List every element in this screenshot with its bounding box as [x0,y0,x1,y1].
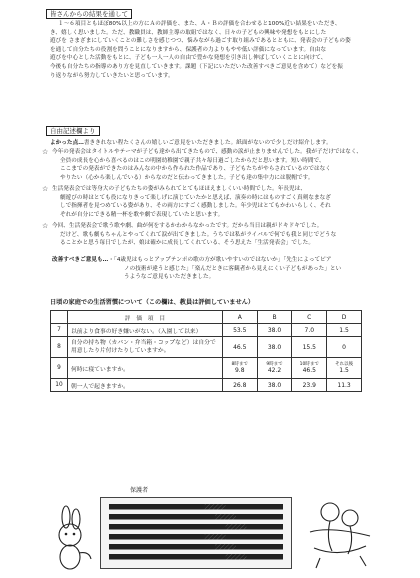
star-icon: ☆ [42,148,49,156]
chart-bar [109,514,283,520]
chart-bar [109,534,283,540]
row-number: 8 [51,337,68,358]
star-icon: ☆ [42,185,49,193]
row-value-c [292,358,327,379]
chart-bar-segment [205,534,226,540]
row-value-a: 46.5 [222,337,257,358]
comment-line: しで指揮者を見つめている姿があり、その両方にすごく感動しました。年少児はとてもかわいらしく、それ [60,203,331,210]
chart-bar-segment [226,554,247,560]
comment-item [52,222,382,248]
section-results-title: 皆さんからの結果を通して [46,9,132,19]
row-item: 何時に寝ていますか。 [67,358,222,379]
row-value-a [222,358,257,379]
chart-bar-segment [215,544,236,550]
table-header-no [51,311,68,324]
comment-line: 全員の成長を心から喜べるのはこの明園幼稚園で親子共々毎日過ごしたからだと思います。短い時間で、 [60,157,325,164]
row-number: 10 [51,379,68,392]
section-comments-title: 自由記述欄より [46,126,100,136]
parent-evaluation-chart [100,497,292,569]
table-header-b: B [257,311,292,324]
row-value: 42.2 [267,367,282,374]
improvement-line: うようなご意見もいただきました。 [124,274,215,281]
row-item: 以前より食事の好き嫌いがない。（入園して以来） [67,324,222,337]
row-value-d: 0 [327,337,362,358]
comment-line: 今回、生活発表会で歌う歌や劇、曲が何をするかわからなかったです。だから当日は親がドキドキでした。 [52,223,323,229]
results-line: 遊びを中心とした活動をもとに、子ども一人一人の自由で豊かな発想を引き出し伸ばしていくことに向けて、 [50,55,327,62]
row-value-b: 38.0 [257,379,292,392]
comment-line: ここまでの発表ができたのはみんなの中から作られた作品であり、子どもたちがやらされているのではなく [60,166,331,173]
row-value-d: 11.3 [327,379,362,392]
table-header-a: A [222,311,257,324]
improvement-block [52,256,382,282]
row-value-a: 53.5 [222,324,257,337]
chart-bar [109,504,283,510]
row-value-c: 7.0 [292,324,327,337]
row-value-c: 15.5 [292,337,327,358]
comment-line: 劇遊びの時はとても役になりきって楽しげに演じていたかと思えば、演奏の時にはものすごく真剣なまなざ [60,194,331,201]
table-row [51,358,362,379]
section-results-body [50,20,380,80]
table-row [51,324,362,337]
row-item: 自分の持ち物（カバン・弁当箱・コップなど）は自分で用意したり片付けたりしていますか。 [67,337,222,358]
results-line: き、嬉しく思いました。ただ、教職員は、教師主導の取組ではなく、日々の子どもの興味や発想をもとにした [50,29,327,36]
survey-title: 日頃の家庭での生活習慣について（この欄は、教員は評価していません） [50,299,350,307]
row-value-b: 38.0 [257,337,292,358]
table-header-row [51,311,362,324]
star-icon: ☆ [42,222,49,230]
row-value: 1.5 [339,367,349,374]
improvement-label: 改善すべきご意見も… [52,257,109,263]
table-row [51,337,362,358]
survey-table [50,310,362,392]
comment-line: やりたい（心から楽しんでいる）からなのだと伝わってきました。子ども達の集中力には脱帽です。 [60,174,314,181]
results-line: 今後も自分たちの指導のあり方を見直していきます。課題（下記にいただいた改善すべきご意見を含めて）などを振 [50,63,343,70]
table-header-c: C [292,311,327,324]
comment-item [52,185,382,219]
comment-line: だけど、歌も劇もちゃんとやってくれて涙が出てきました。うちでは私がライバルで何でも我と同じでどうな [60,231,337,238]
row-number: 9 [51,358,68,379]
results-line: り返りながら努力していきたいと思っています。 [50,72,174,79]
chart-caption: 保護者 [130,487,149,494]
chart-bar-segment [205,504,226,510]
comment-line: 生活発表会では等身大の子どもたちの姿がみられてとてもほほえましくいい時間でした。年長児は、 [52,186,306,192]
results-line: を通して自分たちの役割を問うことになりますから、保護者の力よりもやや低い評価になっています。自由な [50,46,327,53]
results-line: １～６項目ともほぼ80%以上の方にＡの評価を、また、Ａ・Ｂの評価を合わせると100%近い結果をいただき、 [58,21,341,27]
comments-intro [50,139,380,148]
chart-bar-segment [215,514,236,520]
results-line: 遊びを さまざまにしていくことの難しさを感じつつ、悩みながら過ごす取り組みであるとともに、発表会の子どもの姿 [50,38,351,45]
row-sub-label: それ以後 [335,362,354,367]
row-value-d: 1.5 [327,324,362,337]
row-value-a: 26.8 [222,379,257,392]
chart-bar-segment [226,524,247,530]
rabbit-illustration-icon [48,505,94,571]
improvement-line: ノの技術が違うと感じた」「楽んだときに客観者から見えにくい子どもがあった」とい [124,265,342,272]
row-value-b: 38.0 [257,324,292,337]
row-sub-label: 10時まで [299,362,319,367]
chart-svg [101,498,291,568]
good-points-label: よかった点… [50,140,84,146]
row-value-d [327,358,362,379]
comment-line: ぞれが自分にできる精一杯を歌や劇で表現していたと思います。 [60,211,224,218]
row-value-b [257,358,292,379]
comment-line: ることかと思う毎日でしたが、娘は確かに成長してくれている、そう思えた「生活発表会」でした。 [60,240,314,247]
table-row [51,379,362,392]
chart-bar [109,544,283,550]
row-sub-label: 9時まで [266,362,283,367]
row-value-c: 23.9 [292,379,327,392]
comment-item [52,148,382,182]
good-points-intro: 書ききれない程たくさんの嬉しいご意見をいただきました。紙面がないので少しだけ紹介します。 [83,140,332,146]
row-sub-label: 8時まで [231,362,248,367]
chart-bar [109,554,283,560]
row-number: 7 [51,324,68,337]
table-header-item: 評 価 項 目 [67,311,222,324]
comment-line: 今年の発表会はタイトルやテーマが子ども達から出てきたもので、感動の涙が止まりませんでした。我が子だけではなく、 [52,149,363,155]
row-value: 9.8 [234,367,245,374]
improvement-line: ・「4歳児はもっとアップテンポの歌の方が歌いやすいのではないか」「先生によってピア [108,257,332,263]
children-illustration-icon [300,492,380,572]
row-value: 46.5 [302,367,316,374]
chart-bar [109,524,283,530]
row-item: 朝一人で起きますか。 [67,379,222,392]
table-header-d: D [327,311,362,324]
